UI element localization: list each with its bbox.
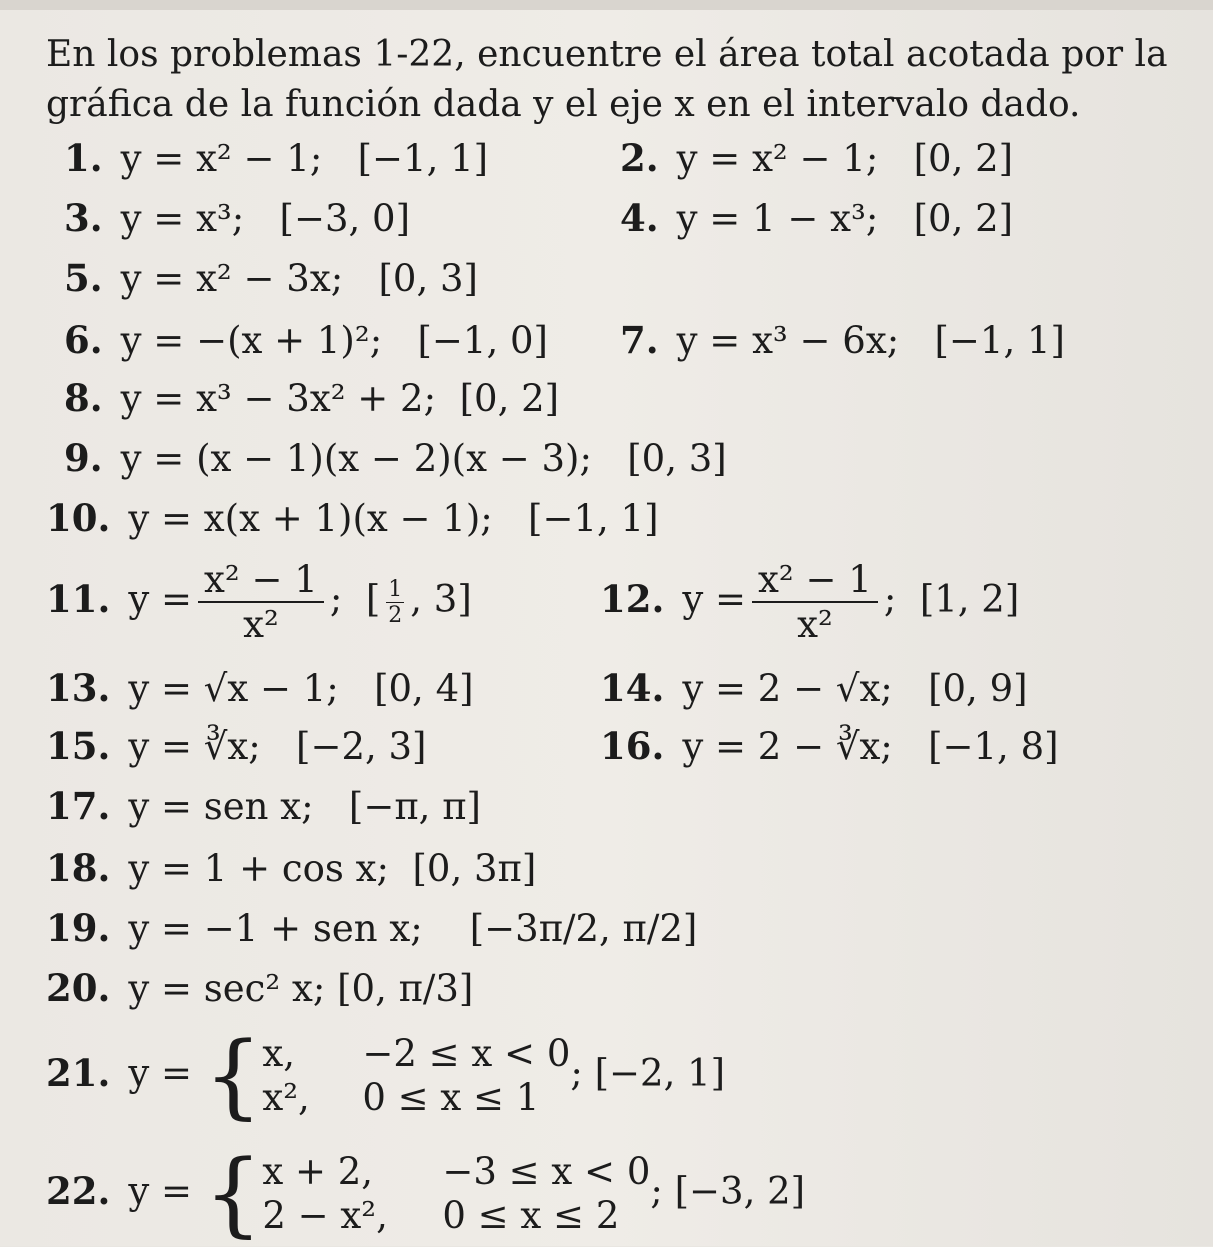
problem-15: 15. y = ∛x; [−2, 3] bbox=[46, 724, 427, 768]
problem-22: 22. y = { x + 2, −3 ≤ x < 0 2 − x², 0 ≤ x ≤ 2 ; [−3, 2] bbox=[46, 1140, 806, 1247]
problem-14: 14. y = 2 − √x; [0, 9] bbox=[600, 666, 1028, 710]
problem-3: 3. y = x³; [−3, 0] bbox=[64, 196, 411, 240]
problem-12: 12. y = $\frac{\text{x² − 1}}{\text{x²}}$ ; [1, 2] bbox=[600, 558, 1020, 646]
problem-18: 18. y = 1 + cos x; [0, 3π] bbox=[46, 846, 537, 890]
problem-9: 9. y = (x − 1)(x − 2)(x − 3); [0, 3] bbox=[64, 436, 727, 480]
problem-21: 21. y = { x, −2 ≤ x < 0 x², 0 ≤ x ≤ 1 ; [−2, 1] bbox=[46, 1022, 726, 1129]
problem-1: 1. y = x² − 1; [−1, 1] bbox=[64, 136, 489, 180]
problem-19: 19. y = −1 + sen x; [−3π/2, π/2] bbox=[46, 906, 698, 950]
problem-17: 17. y = sen x; [−π, π] bbox=[46, 784, 481, 828]
problem-10: 10. y = x(x + 1)(x − 1); [−1, 1] bbox=[46, 496, 659, 540]
problem-16: 16. y = 2 − ∛x; [−1, 8] bbox=[600, 724, 1059, 768]
problem-2: 2. y = x² − 1; [0, 2] bbox=[620, 136, 1014, 180]
problem-4: 4. y = 1 − x³; [0, 2] bbox=[620, 196, 1014, 240]
instructions: En los problemas 1-22, encuentre el área total acotada por la gráfica de la función dada y el eje x en el intervalo dado. bbox=[46, 34, 1168, 125]
left-brace: { bbox=[203, 1022, 263, 1129]
half-fraction: $\frac{1}{2}$ bbox=[388, 576, 403, 628]
problem-13: 13. y = √x − 1; [0, 4] bbox=[46, 666, 474, 710]
problem-7: 7. y = x³ − 6x; [−1, 1] bbox=[620, 318, 1065, 362]
piecewise-cases: x + 2, −3 ≤ x < 0 2 − x², 0 ≤ x ≤ 2 bbox=[262, 1150, 651, 1237]
fraction: $\frac{\text{x² − 1}}{\text{x²}}$ bbox=[198, 558, 324, 646]
left-brace: { bbox=[203, 1140, 263, 1247]
fraction: $\frac{\text{x² − 1}}{\text{x²}}$ bbox=[752, 558, 878, 646]
piecewise-cases: x, −2 ≤ x < 0 x², 0 ≤ x ≤ 1 bbox=[262, 1032, 571, 1119]
top-shade bbox=[0, 0, 1213, 10]
problem-11: 11. y = $\frac{\text{x² − 1}}{\text{x²}}$ ; [ $\frac{1}{2}$ , 3] bbox=[46, 558, 472, 646]
problem-8: 8. y = x³ − 3x² + 2; [0, 2] bbox=[64, 376, 560, 420]
problem-6: 6. y = −(x + 1)²; [−1, 0] bbox=[64, 318, 548, 362]
problem-5: 5. y = x² − 3x; [0, 3] bbox=[64, 256, 478, 300]
problem-20: 20. y = sec² x; [0, π/3] bbox=[46, 966, 474, 1010]
